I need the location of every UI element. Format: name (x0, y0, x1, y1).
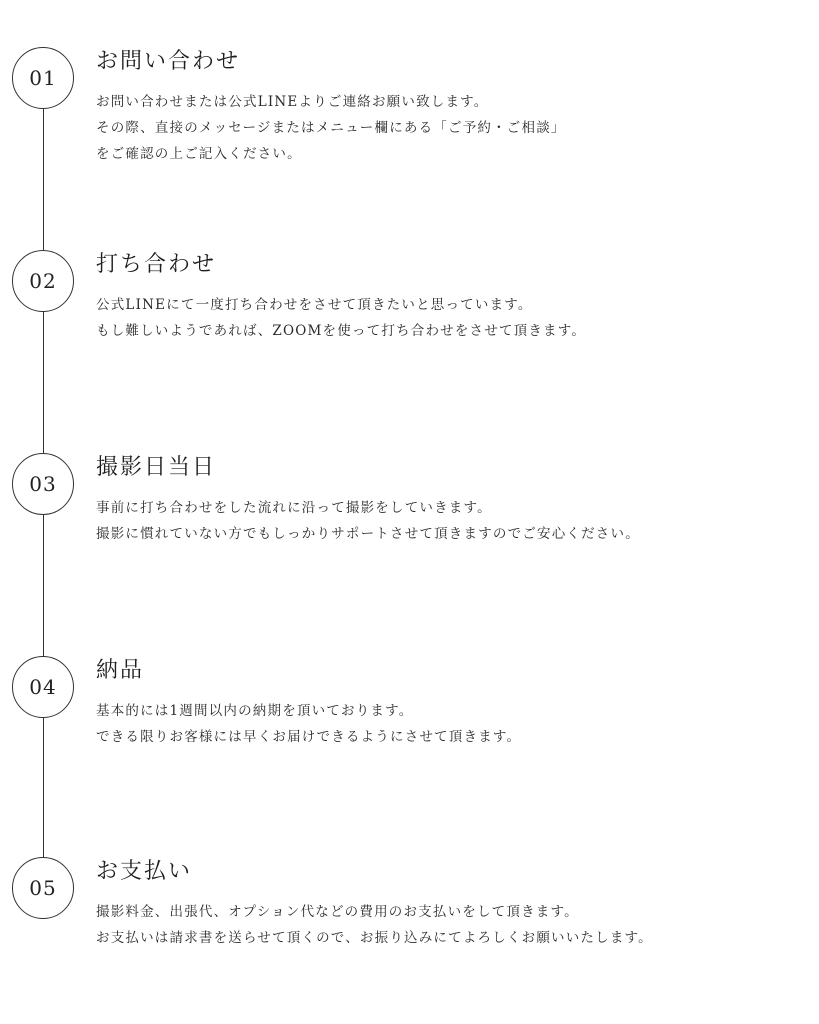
step-content (96, 47, 796, 167)
step-number: 02 (29, 269, 57, 293)
step-description-line: その際、直接のメッセージまたはメニュー欄にある「ご予約・ご相談」 (96, 120, 566, 136)
step-description (96, 89, 796, 167)
step-description (96, 292, 796, 344)
step-description-line: をご確認の上ご記入ください。 (96, 146, 302, 162)
step-description-line: もし難しいようであれば、ZOOMを使って打ち合わせをさせて頂きます。 (96, 323, 587, 339)
step-number-circle (12, 250, 74, 312)
step-content (96, 857, 796, 951)
step-content (96, 656, 796, 750)
step-content (96, 453, 796, 547)
step-description-line: お問い合わせまたは公式LINEよりご連絡お願い致します。 (96, 94, 489, 110)
step-number: 04 (29, 675, 57, 699)
step-description-line: 撮影料金、出張代、オプション代などの費用のお支払いをして頂きます。 (96, 904, 579, 920)
step-description-line: 事前に打ち合わせをした流れに沿って撮影をしていきます。 (96, 500, 492, 516)
step-title: お問い合わせ (96, 49, 241, 74)
step-content (96, 250, 796, 344)
step-description-line: 公式LINEにて一度打ち合わせをさせて頂きたいと思っています。 (96, 297, 533, 313)
step-description-line: お支払いは請求書を送らせて頂くので、お振り込みにてよろしくお願いいたします。 (96, 930, 653, 946)
step-number-circle (12, 656, 74, 718)
step-description-line: できる限りお客様には早くお届けできるようにさせて頂きます。 (96, 729, 522, 745)
step-description-line: 基本的には1週間以内の納期を頂いております。 (96, 703, 414, 719)
step-description (96, 698, 796, 750)
step-title: お支払い (96, 859, 193, 884)
step-title: 撮影日当日 (96, 455, 217, 480)
step-number-circle (12, 47, 74, 109)
step-number-circle (12, 453, 74, 515)
step-number: 03 (29, 472, 57, 496)
step-description (96, 899, 796, 951)
step-description-line: 撮影に慣れていない方でもしっかりサポートさせて頂きますのでご安心ください。 (96, 526, 640, 542)
step-title: 打ち合わせ (96, 252, 217, 277)
step-number-circle (12, 857, 74, 919)
step-number: 01 (29, 66, 57, 90)
step-number: 05 (29, 876, 57, 900)
step-description (96, 495, 796, 547)
step-title: 納品 (96, 658, 145, 683)
